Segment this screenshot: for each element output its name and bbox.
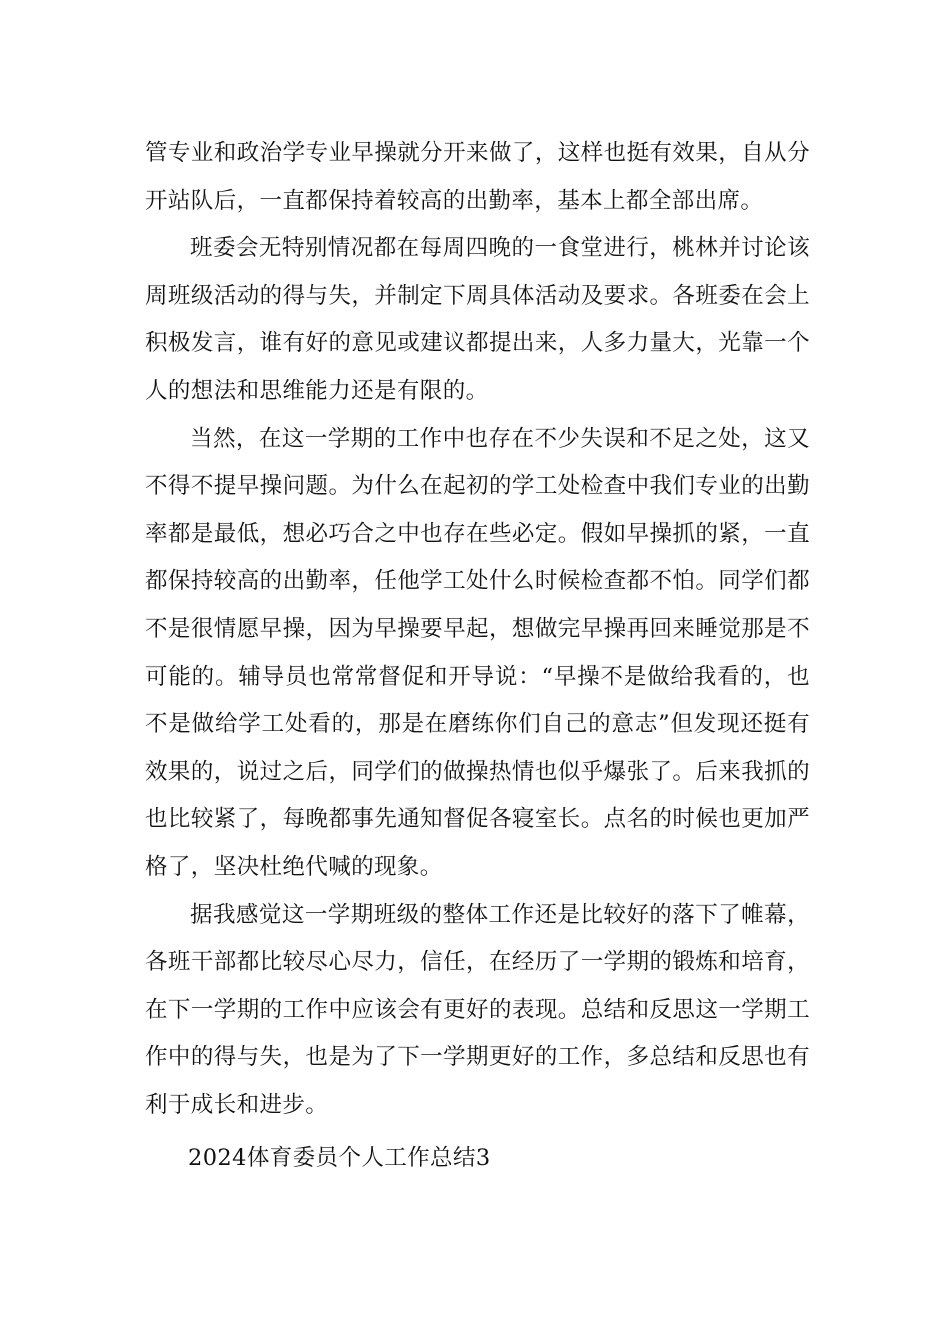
paragraph-shortcomings: 当然，在这一学期的工作中也存在不少失误和不足之处，这又不得不提早操问题。为什么在起初的学工处检查中我们专业的出勤率都是最低，想必巧合之中也存在些必定。假如早操抓的紧，一直都保持较高的出勤率，任他学工处什么时候检查都不怕。同学们都不是很情愿早操，因为早操要早起，想做完早操再回来睡觉那是不可能的。辅导员也常常督促和开导说：“早操不是做给我看的，也不是做给学工处看的，那是在磨练你们自己的意志”但发现还挺有效果的，说过之后，同学们的做操热情也似乎爆张了。后来我抓的也比较紧了，每晚都事先通知督促各寝室长。点名的时候也更加严格了，坚决杜绝代喊的现象。: [145, 425, 810, 880]
paragraph-summary: 据我感觉这一学期班级的整体工作还是比较好的落下了帷幕，各班干部都比较尽心尽力，信任，在经历了一学期的锻炼和培育，在下一学期的工作中应该会有更好的表现。总结和反思这一学期工作中的得与失，也是为了下一学期更好的工作，多总结和反思也有利于成长和进步。: [145, 901, 810, 1118]
paragraph-class-committee: 班委会无特别情况都在每周四晚的一食堂进行，桃林并讨论该周班级活动的得与失，并制定下周具体活动及要求。各班委在会上积极发言，谁有好的意见或建议都提出来，人多力量大，光靠一个人的想法和思维能力还是有限的。: [145, 235, 810, 404]
section-heading: 2024体育委员个人工作总结3: [188, 1145, 491, 1172]
paragraph-continuation: 管专业和政治学专业早操就分开来做了，这样也挺有效果，自从分开站队后，一直都保持着较高的出勤率，基本上都全部出席。: [145, 140, 810, 214]
document-body: [145, 130, 810, 1183]
